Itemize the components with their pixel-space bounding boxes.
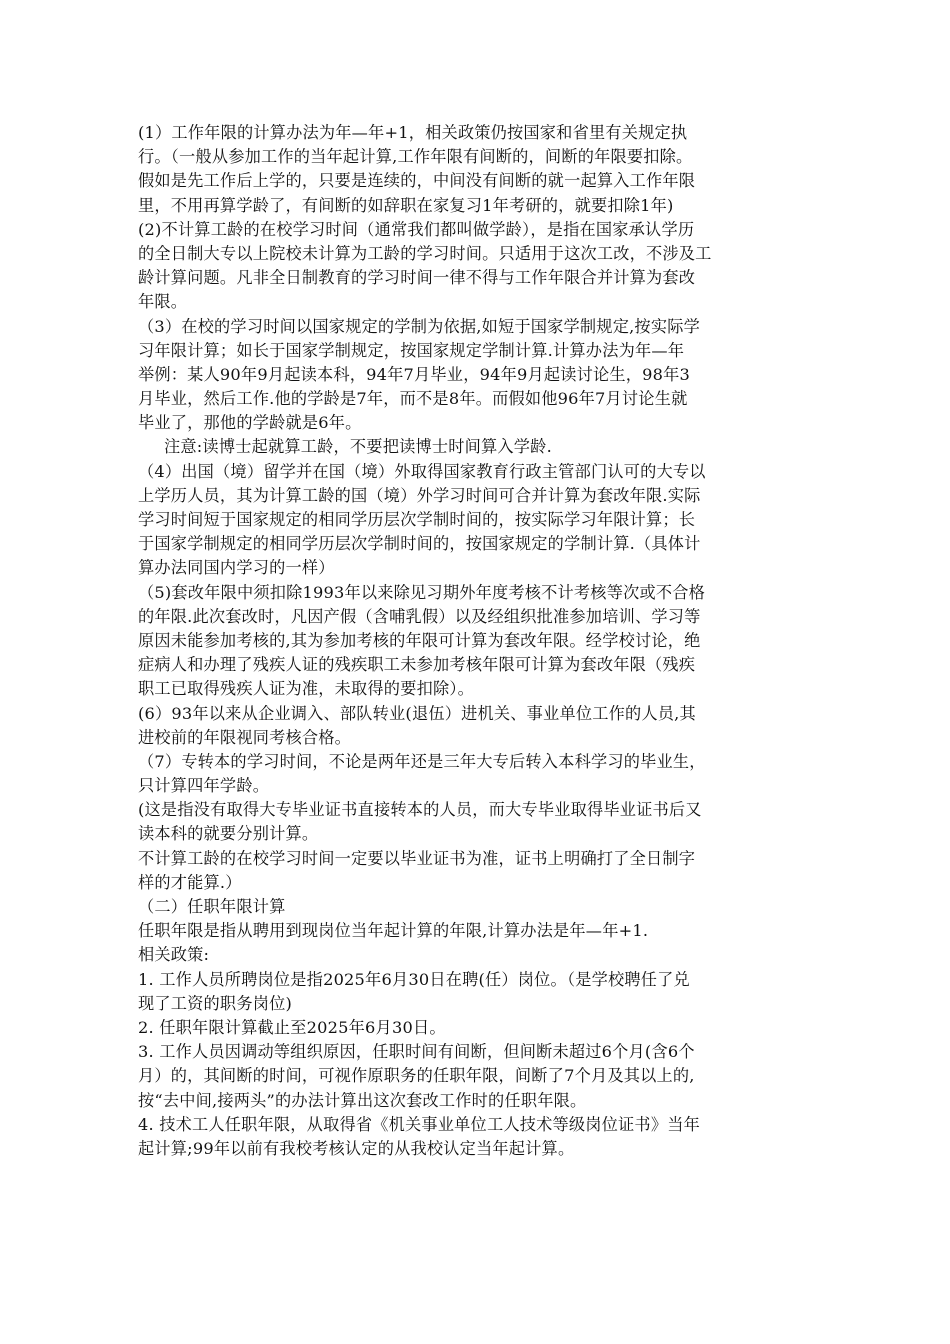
- text-line: 样的才能算.）: [138, 872, 242, 892]
- text-line: 2. 任职年限计算截止至2025年6月30日。: [138, 1017, 446, 1037]
- text-line: 举例：某人90年9月起读本科，94年7月毕业，94年9月起读讨论生，98年3: [138, 364, 691, 384]
- text-line: 毕业了，那他的学龄就是6年。: [138, 413, 362, 433]
- note-line: 注意:读博士起就算工龄，不要把读博士时间算入学龄.: [164, 437, 552, 457]
- text-line: 习年限计算；如长于国家学制规定，按国家规定学制计算.计算办法为年—年: [138, 340, 685, 360]
- text-line: 现了工资的职务岗位): [138, 993, 293, 1013]
- text-line: (1）工作年限的计算办法为年—年+1，相关政策仍按国家和省里有关规定执: [138, 123, 688, 142]
- text-line: 的全日制大专以上院校未计算为工龄的学习时间。只适用于这次工改，不涉及工: [138, 243, 712, 263]
- text-line: （3）在校的学习时间以国家规定的学制为依据,如短于国家学制规定,按实际学: [138, 316, 700, 336]
- document-body: [138, 121, 810, 1161]
- text-line: （5)套改年限中须扣除1993年以来除见习期外年度考核不计考核等次或不合格: [138, 582, 706, 602]
- text-line: （4）出国（境）留学并在国（境）外取得国家教育行政主管部门认可的大专以: [138, 461, 706, 481]
- text-line: 月）的，其间断的时间，可视作原职务的任职年限，间断了7个月及其以上的,: [138, 1066, 695, 1086]
- text-line: 1. 工作人员所聘岗位是指2025年6月30日在聘(任）岗位。（是学校聘任了兑: [138, 969, 690, 989]
- text-line: 起计算;99年以前有我校考核认定的从我校认定当年起计算。: [138, 1138, 575, 1158]
- text-line: 龄计算问题。凡非全日制教育的学习时间一律不得与工作年限合并计算为套改: [138, 268, 696, 288]
- text-line: 于国家学制规定的相同学历层次学制时间的，按国家规定的学制计算.（具体计: [138, 534, 701, 554]
- text-line: 上学历人员，其为计算工龄的国（境）外学习时间可合并计算为套改年限.实际: [138, 485, 701, 505]
- text-line: 3. 工作人员因调动等组织原因，任职时间有间断，但间断未超过6个月(含6个: [138, 1042, 695, 1062]
- text-line: 进校前的年限视同考核合格。: [138, 727, 352, 747]
- text-line: 4. 技术工人任职年限，从取得省《机关事业单位工人技术等级岗位证书》当年: [138, 1114, 700, 1134]
- text-line: 月毕业，然后工作.他的学龄是7年，而不是8年。而假如他96年7月讨论生就: [138, 389, 688, 409]
- text-line: 里，不用再算学龄了，有间断的如辞职在家复习1年考研的，就要扣除1年): [138, 195, 674, 215]
- text-line: 的年限.此次套改时，凡因产假（含哺乳假）以及经组织批准参加培训、学习等: [138, 606, 701, 626]
- text-line: (2)不计算工龄的在校学习时间（通常我们都叫做学龄），是指在国家承认学历: [138, 219, 695, 239]
- text-line: 任职年限是指从聘用到现岗位当年起计算的年限,计算办法是年—年+1.: [138, 921, 649, 941]
- text-line: 按“去中间,接两头”的办法计算出这次套改工作时的任职年限。: [138, 1090, 587, 1110]
- text-line: 原因未能参加考核的,其为参加考核的年限可计算为套改年限。经学校讨论，绝: [138, 630, 701, 650]
- text-line: (这是指没有取得大专毕业证书直接转本的人员，而大专毕业取得毕业证书后又: [138, 800, 702, 820]
- section-heading: （二）任职年限计算: [138, 897, 286, 916]
- text-line: （7）专转本的学习时间，不论是两年还是三年大专后转入本科学习的毕业生，: [138, 751, 706, 771]
- text-line: 只计算四年学龄。: [138, 776, 270, 796]
- text-line: 算办法同国内学习的一样）: [138, 558, 335, 578]
- text-line: (6）93年以来从企业调入、部队转业(退伍）进机关、事业单位工作的人员,其: [138, 703, 696, 723]
- text-line: 症病人和办理了残疾人证的残疾职工未参加考核年限可计算为套改年限（残疾: [138, 655, 696, 675]
- text-line: 相关政策:: [138, 945, 210, 965]
- text-line: 职工已取得残疾人证为准，未取得的要扣除）。: [138, 679, 475, 699]
- text-line: 学习时间短于国家规定的相同学历层次学制时间的，按实际学习年限计算；长: [138, 510, 696, 529]
- text-line: 读本科的就要分别计算。: [138, 824, 319, 844]
- text-line: 年限。: [138, 292, 188, 312]
- text-line: 行。（一般从参加工作的当年起计算,工作年限有间断的，间断的年限要扣除。: [138, 147, 693, 167]
- text-line: 不计算工龄的在校学习时间一定要以毕业证书为准，证书上明确打了全日制字: [138, 848, 696, 868]
- text-line: 假如是先工作后上学的，只要是连续的，中间没有间断的就一起算入工作年限: [138, 171, 696, 191]
